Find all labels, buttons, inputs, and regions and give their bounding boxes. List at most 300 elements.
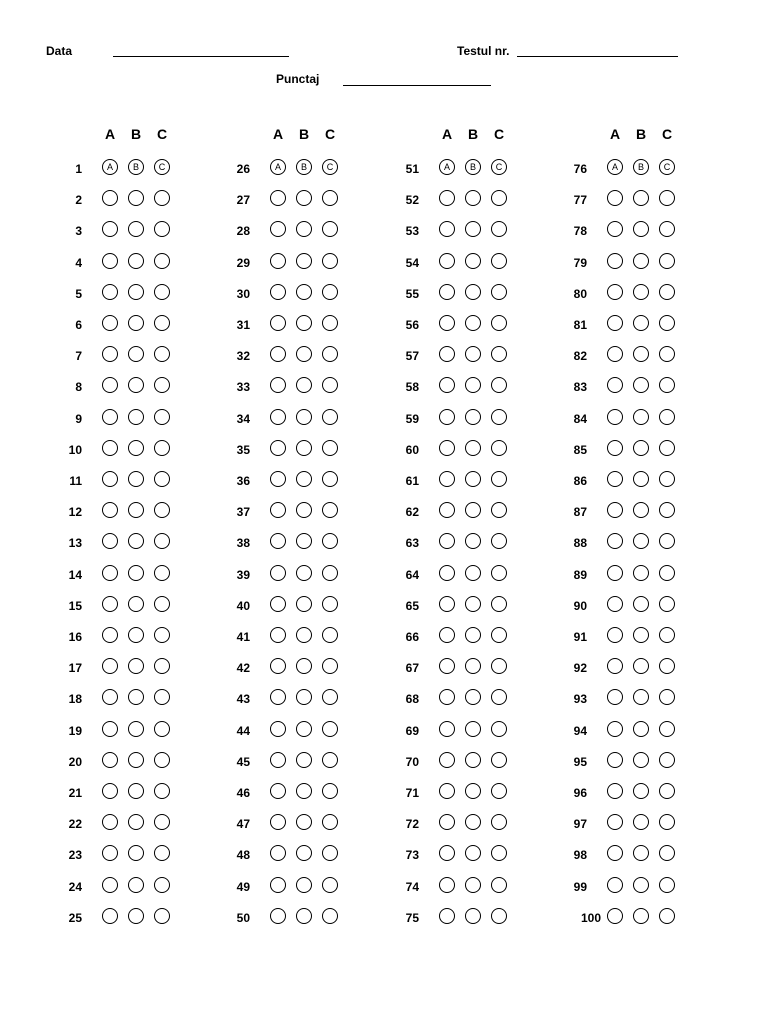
answer-bubble-a[interactable]: A [607, 159, 623, 175]
answer-bubble-a[interactable] [270, 440, 286, 456]
answer-bubble-c[interactable] [659, 284, 675, 300]
answer-bubble-c[interactable] [659, 502, 675, 518]
answer-bubble-c[interactable] [491, 627, 507, 643]
answer-bubble-b[interactable] [633, 627, 649, 643]
answer-bubble-b[interactable] [633, 190, 649, 206]
answer-bubble-c[interactable] [322, 658, 338, 674]
test-number-field-line[interactable] [517, 56, 678, 57]
answer-bubble-b[interactable] [296, 471, 312, 487]
answer-bubble-c[interactable] [322, 877, 338, 893]
answer-bubble-b[interactable]: B [465, 159, 481, 175]
answer-bubble-c[interactable] [154, 253, 170, 269]
answer-bubble-c[interactable] [659, 752, 675, 768]
answer-bubble-a[interactable] [439, 721, 455, 737]
answer-bubble-a[interactable] [270, 908, 286, 924]
answer-bubble-c[interactable] [154, 502, 170, 518]
answer-bubble-a[interactable] [439, 565, 455, 581]
answer-bubble-b[interactable] [128, 440, 144, 456]
answer-bubble-b[interactable] [128, 814, 144, 830]
score-field-line[interactable] [343, 85, 491, 86]
answer-bubble-a[interactable] [102, 596, 118, 612]
answer-bubble-b[interactable] [465, 440, 481, 456]
answer-bubble-b[interactable] [633, 221, 649, 237]
answer-bubble-b[interactable] [633, 689, 649, 705]
answer-bubble-a[interactable] [102, 689, 118, 705]
answer-bubble-a[interactable] [270, 346, 286, 362]
answer-bubble-b[interactable]: B [633, 159, 649, 175]
answer-bubble-c[interactable] [154, 814, 170, 830]
answer-bubble-a[interactable] [270, 658, 286, 674]
answer-bubble-a[interactable] [102, 409, 118, 425]
answer-bubble-b[interactable] [465, 315, 481, 331]
answer-bubble-c[interactable] [659, 596, 675, 612]
answer-bubble-c[interactable] [659, 908, 675, 924]
answer-bubble-c[interactable] [322, 471, 338, 487]
answer-bubble-a[interactable] [607, 721, 623, 737]
answer-bubble-b[interactable] [128, 908, 144, 924]
answer-bubble-a[interactable] [607, 253, 623, 269]
answer-bubble-c[interactable] [154, 596, 170, 612]
answer-bubble-b[interactable] [128, 471, 144, 487]
answer-bubble-a[interactable] [439, 783, 455, 799]
answer-bubble-b[interactable] [128, 221, 144, 237]
answer-bubble-a[interactable] [270, 253, 286, 269]
answer-bubble-b[interactable] [296, 502, 312, 518]
answer-bubble-b[interactable] [296, 783, 312, 799]
answer-bubble-c[interactable] [491, 908, 507, 924]
answer-bubble-b[interactable] [633, 315, 649, 331]
answer-bubble-b[interactable] [128, 721, 144, 737]
answer-bubble-b[interactable] [633, 346, 649, 362]
answer-bubble-c[interactable] [154, 658, 170, 674]
answer-bubble-b[interactable] [296, 377, 312, 393]
answer-bubble-a[interactable] [270, 565, 286, 581]
answer-bubble-c[interactable] [322, 253, 338, 269]
answer-bubble-a[interactable] [439, 190, 455, 206]
answer-bubble-a[interactable] [102, 284, 118, 300]
answer-bubble-b[interactable] [128, 845, 144, 861]
answer-bubble-b[interactable] [296, 346, 312, 362]
answer-bubble-c[interactable]: C [322, 159, 338, 175]
answer-bubble-b[interactable] [633, 721, 649, 737]
answer-bubble-a[interactable] [607, 502, 623, 518]
answer-bubble-b[interactable] [465, 533, 481, 549]
answer-bubble-b[interactable] [128, 689, 144, 705]
answer-bubble-a[interactable] [270, 533, 286, 549]
answer-bubble-a[interactable] [607, 627, 623, 643]
answer-bubble-c[interactable] [154, 409, 170, 425]
answer-bubble-c[interactable] [659, 440, 675, 456]
answer-bubble-b[interactable] [633, 596, 649, 612]
answer-bubble-c[interactable] [659, 471, 675, 487]
answer-bubble-c[interactable] [659, 877, 675, 893]
answer-bubble-a[interactable] [607, 440, 623, 456]
answer-bubble-b[interactable] [128, 190, 144, 206]
answer-bubble-a[interactable] [439, 658, 455, 674]
answer-bubble-a[interactable] [607, 908, 623, 924]
answer-bubble-a[interactable] [607, 190, 623, 206]
answer-bubble-a[interactable] [439, 814, 455, 830]
answer-bubble-a[interactable] [607, 409, 623, 425]
answer-bubble-c[interactable] [491, 253, 507, 269]
answer-bubble-c[interactable] [659, 845, 675, 861]
answer-bubble-a[interactable] [439, 596, 455, 612]
answer-bubble-c[interactable] [659, 814, 675, 830]
answer-bubble-c[interactable] [154, 845, 170, 861]
answer-bubble-a[interactable] [102, 908, 118, 924]
answer-bubble-b[interactable] [465, 471, 481, 487]
answer-bubble-a[interactable] [270, 783, 286, 799]
answer-bubble-a[interactable] [102, 315, 118, 331]
answer-bubble-c[interactable] [659, 533, 675, 549]
answer-bubble-c[interactable] [154, 689, 170, 705]
answer-bubble-b[interactable] [465, 377, 481, 393]
answer-bubble-b[interactable] [633, 658, 649, 674]
answer-bubble-a[interactable] [607, 346, 623, 362]
answer-bubble-a[interactable]: A [439, 159, 455, 175]
answer-bubble-b[interactable] [633, 502, 649, 518]
answer-bubble-c[interactable] [154, 221, 170, 237]
answer-bubble-a[interactable] [607, 689, 623, 705]
answer-bubble-b[interactable] [465, 877, 481, 893]
answer-bubble-b[interactable] [465, 596, 481, 612]
answer-bubble-c[interactable] [659, 658, 675, 674]
answer-bubble-a[interactable] [102, 565, 118, 581]
answer-bubble-a[interactable] [607, 752, 623, 768]
answer-bubble-a[interactable] [102, 221, 118, 237]
answer-bubble-c[interactable] [491, 845, 507, 861]
answer-bubble-a[interactable]: A [102, 159, 118, 175]
answer-bubble-a[interactable] [439, 377, 455, 393]
answer-bubble-a[interactable] [102, 845, 118, 861]
answer-bubble-a[interactable] [439, 315, 455, 331]
answer-bubble-b[interactable] [465, 658, 481, 674]
answer-bubble-c[interactable] [659, 409, 675, 425]
answer-bubble-b[interactable] [633, 908, 649, 924]
answer-bubble-b[interactable] [296, 689, 312, 705]
answer-bubble-c[interactable] [659, 721, 675, 737]
answer-bubble-b[interactable] [633, 845, 649, 861]
answer-bubble-c[interactable] [322, 190, 338, 206]
answer-bubble-a[interactable] [439, 502, 455, 518]
answer-bubble-c[interactable] [491, 533, 507, 549]
answer-bubble-b[interactable] [633, 377, 649, 393]
answer-bubble-c[interactable] [322, 284, 338, 300]
answer-bubble-b[interactable] [633, 814, 649, 830]
answer-bubble-a[interactable] [102, 533, 118, 549]
answer-bubble-a[interactable] [607, 658, 623, 674]
answer-bubble-c[interactable] [154, 627, 170, 643]
answer-bubble-b[interactable] [296, 315, 312, 331]
answer-bubble-c[interactable] [491, 502, 507, 518]
answer-bubble-a[interactable] [270, 877, 286, 893]
answer-bubble-a[interactable] [607, 533, 623, 549]
answer-bubble-a[interactable] [270, 689, 286, 705]
answer-bubble-a[interactable] [439, 877, 455, 893]
answer-bubble-c[interactable] [659, 221, 675, 237]
answer-bubble-a[interactable] [270, 315, 286, 331]
answer-bubble-b[interactable] [633, 752, 649, 768]
answer-bubble-b[interactable] [128, 377, 144, 393]
answer-bubble-c[interactable]: C [659, 159, 675, 175]
answer-bubble-a[interactable] [439, 845, 455, 861]
answer-bubble-b[interactable] [128, 533, 144, 549]
answer-bubble-c[interactable] [491, 565, 507, 581]
answer-bubble-b[interactable] [296, 908, 312, 924]
answer-bubble-a[interactable] [102, 814, 118, 830]
answer-bubble-c[interactable] [322, 533, 338, 549]
answer-bubble-b[interactable] [465, 627, 481, 643]
answer-bubble-a[interactable] [270, 377, 286, 393]
answer-bubble-a[interactable] [270, 721, 286, 737]
answer-bubble-a[interactable] [102, 658, 118, 674]
answer-bubble-b[interactable] [128, 627, 144, 643]
answer-bubble-a[interactable] [439, 409, 455, 425]
answer-bubble-c[interactable] [491, 877, 507, 893]
answer-bubble-b[interactable] [296, 440, 312, 456]
answer-bubble-a[interactable] [439, 346, 455, 362]
answer-bubble-b[interactable] [633, 284, 649, 300]
answer-bubble-a[interactable] [607, 565, 623, 581]
answer-bubble-c[interactable]: C [154, 159, 170, 175]
answer-bubble-b[interactable] [633, 440, 649, 456]
answer-bubble-a[interactable] [607, 814, 623, 830]
answer-bubble-b[interactable] [128, 409, 144, 425]
answer-bubble-a[interactable] [270, 471, 286, 487]
answer-bubble-a[interactable] [439, 253, 455, 269]
answer-bubble-b[interactable] [128, 315, 144, 331]
answer-bubble-a[interactable] [270, 190, 286, 206]
answer-bubble-b[interactable] [465, 190, 481, 206]
answer-bubble-c[interactable] [154, 908, 170, 924]
answer-bubble-a[interactable]: A [270, 159, 286, 175]
answer-bubble-b[interactable] [128, 596, 144, 612]
answer-bubble-b[interactable] [465, 284, 481, 300]
answer-bubble-b[interactable] [465, 783, 481, 799]
answer-bubble-c[interactable] [154, 284, 170, 300]
answer-bubble-c[interactable] [491, 721, 507, 737]
answer-bubble-a[interactable] [102, 721, 118, 737]
answer-bubble-c[interactable] [322, 752, 338, 768]
answer-bubble-c[interactable] [154, 377, 170, 393]
answer-bubble-b[interactable] [296, 409, 312, 425]
answer-bubble-a[interactable] [439, 533, 455, 549]
answer-bubble-c[interactable] [154, 721, 170, 737]
answer-bubble-c[interactable] [154, 533, 170, 549]
answer-bubble-b[interactable] [465, 221, 481, 237]
answer-bubble-a[interactable] [439, 440, 455, 456]
answer-bubble-c[interactable] [322, 440, 338, 456]
answer-bubble-b[interactable] [296, 877, 312, 893]
answer-bubble-a[interactable] [270, 221, 286, 237]
answer-bubble-b[interactable] [296, 596, 312, 612]
answer-bubble-a[interactable] [270, 627, 286, 643]
answer-bubble-a[interactable] [270, 752, 286, 768]
answer-bubble-b[interactable] [296, 221, 312, 237]
answer-bubble-b[interactable] [465, 409, 481, 425]
answer-bubble-c[interactable] [322, 565, 338, 581]
answer-bubble-c[interactable] [659, 783, 675, 799]
answer-bubble-b[interactable] [633, 783, 649, 799]
answer-bubble-c[interactable] [154, 315, 170, 331]
answer-bubble-b[interactable] [633, 565, 649, 581]
answer-bubble-a[interactable] [270, 502, 286, 518]
answer-bubble-b[interactable] [465, 565, 481, 581]
answer-bubble-a[interactable] [607, 377, 623, 393]
answer-bubble-c[interactable] [659, 253, 675, 269]
answer-bubble-b[interactable] [465, 752, 481, 768]
answer-bubble-a[interactable] [607, 783, 623, 799]
answer-bubble-c[interactable] [154, 471, 170, 487]
answer-bubble-c[interactable] [322, 627, 338, 643]
answer-bubble-b[interactable] [633, 253, 649, 269]
answer-bubble-a[interactable] [607, 877, 623, 893]
answer-bubble-b[interactable] [633, 877, 649, 893]
answer-bubble-c[interactable] [154, 190, 170, 206]
answer-bubble-a[interactable] [102, 253, 118, 269]
answer-bubble-b[interactable] [465, 689, 481, 705]
answer-bubble-b[interactable] [128, 877, 144, 893]
answer-bubble-b[interactable] [296, 190, 312, 206]
answer-bubble-b[interactable] [128, 752, 144, 768]
answer-bubble-b[interactable] [128, 783, 144, 799]
answer-bubble-a[interactable] [439, 752, 455, 768]
answer-bubble-b[interactable] [465, 253, 481, 269]
answer-bubble-c[interactable] [322, 845, 338, 861]
answer-bubble-b[interactable] [296, 658, 312, 674]
answer-bubble-c[interactable] [491, 783, 507, 799]
answer-bubble-c[interactable] [659, 377, 675, 393]
answer-bubble-a[interactable] [270, 596, 286, 612]
answer-bubble-c[interactable] [659, 190, 675, 206]
answer-bubble-c[interactable] [154, 752, 170, 768]
answer-bubble-a[interactable] [607, 471, 623, 487]
answer-bubble-c[interactable] [659, 346, 675, 362]
answer-bubble-c[interactable] [491, 284, 507, 300]
answer-bubble-a[interactable] [439, 689, 455, 705]
answer-bubble-b[interactable] [465, 845, 481, 861]
answer-bubble-b[interactable] [128, 346, 144, 362]
answer-bubble-a[interactable] [102, 440, 118, 456]
answer-bubble-c[interactable] [322, 908, 338, 924]
answer-bubble-c[interactable] [322, 346, 338, 362]
answer-bubble-c[interactable] [491, 440, 507, 456]
answer-bubble-b[interactable]: B [296, 159, 312, 175]
answer-bubble-c[interactable] [154, 440, 170, 456]
answer-bubble-a[interactable] [270, 409, 286, 425]
answer-bubble-a[interactable] [102, 627, 118, 643]
answer-bubble-b[interactable] [128, 253, 144, 269]
answer-bubble-a[interactable] [607, 845, 623, 861]
answer-bubble-a[interactable] [439, 284, 455, 300]
answer-bubble-c[interactable] [491, 315, 507, 331]
answer-bubble-c[interactable] [491, 814, 507, 830]
answer-bubble-c[interactable] [322, 409, 338, 425]
answer-bubble-c[interactable] [491, 346, 507, 362]
answer-bubble-a[interactable] [439, 221, 455, 237]
answer-bubble-a[interactable] [270, 845, 286, 861]
answer-bubble-b[interactable] [296, 721, 312, 737]
answer-bubble-a[interactable] [607, 596, 623, 612]
answer-bubble-a[interactable] [607, 315, 623, 331]
answer-bubble-c[interactable] [491, 221, 507, 237]
answer-bubble-b[interactable] [128, 284, 144, 300]
answer-bubble-c[interactable] [491, 689, 507, 705]
answer-bubble-b[interactable] [296, 752, 312, 768]
answer-bubble-c[interactable] [659, 627, 675, 643]
answer-bubble-a[interactable] [102, 377, 118, 393]
answer-bubble-c[interactable]: C [491, 159, 507, 175]
answer-bubble-b[interactable] [465, 721, 481, 737]
answer-bubble-b[interactable] [633, 471, 649, 487]
answer-bubble-c[interactable] [322, 814, 338, 830]
answer-bubble-a[interactable] [270, 814, 286, 830]
answer-bubble-c[interactable] [491, 658, 507, 674]
answer-bubble-b[interactable] [296, 284, 312, 300]
answer-bubble-b[interactable] [633, 533, 649, 549]
answer-bubble-a[interactable] [102, 190, 118, 206]
answer-bubble-a[interactable] [439, 627, 455, 643]
answer-bubble-c[interactable] [659, 315, 675, 331]
answer-bubble-a[interactable] [102, 877, 118, 893]
answer-bubble-c[interactable] [322, 721, 338, 737]
date-field-line[interactable] [113, 56, 289, 57]
answer-bubble-c[interactable] [491, 409, 507, 425]
answer-bubble-c[interactable] [322, 502, 338, 518]
answer-bubble-c[interactable] [659, 565, 675, 581]
answer-bubble-c[interactable] [322, 596, 338, 612]
answer-bubble-b[interactable] [128, 502, 144, 518]
answer-bubble-b[interactable] [296, 253, 312, 269]
answer-bubble-c[interactable] [154, 565, 170, 581]
answer-bubble-b[interactable]: B [128, 159, 144, 175]
answer-bubble-c[interactable] [491, 190, 507, 206]
answer-bubble-a[interactable] [607, 284, 623, 300]
answer-bubble-c[interactable] [322, 377, 338, 393]
answer-bubble-a[interactable] [102, 502, 118, 518]
answer-bubble-b[interactable] [296, 845, 312, 861]
answer-bubble-c[interactable] [322, 221, 338, 237]
answer-bubble-c[interactable] [491, 752, 507, 768]
answer-bubble-c[interactable] [491, 377, 507, 393]
answer-bubble-a[interactable] [102, 471, 118, 487]
answer-bubble-c[interactable] [154, 346, 170, 362]
answer-bubble-c[interactable] [491, 596, 507, 612]
answer-bubble-b[interactable] [296, 565, 312, 581]
answer-bubble-c[interactable] [154, 783, 170, 799]
answer-bubble-a[interactable] [439, 471, 455, 487]
answer-bubble-c[interactable] [322, 783, 338, 799]
answer-bubble-b[interactable] [465, 502, 481, 518]
answer-bubble-c[interactable] [659, 689, 675, 705]
answer-bubble-a[interactable] [607, 221, 623, 237]
answer-bubble-b[interactable] [296, 627, 312, 643]
answer-bubble-c[interactable] [491, 471, 507, 487]
answer-bubble-b[interactable] [465, 908, 481, 924]
answer-bubble-b[interactable] [128, 658, 144, 674]
answer-bubble-b[interactable] [296, 533, 312, 549]
answer-bubble-b[interactable] [296, 814, 312, 830]
answer-bubble-c[interactable] [322, 315, 338, 331]
answer-bubble-b[interactable] [465, 814, 481, 830]
answer-bubble-a[interactable] [102, 752, 118, 768]
answer-bubble-a[interactable] [270, 284, 286, 300]
answer-bubble-b[interactable] [465, 346, 481, 362]
answer-bubble-c[interactable] [154, 877, 170, 893]
answer-bubble-b[interactable] [128, 565, 144, 581]
answer-bubble-c[interactable] [322, 689, 338, 705]
answer-bubble-a[interactable] [102, 783, 118, 799]
